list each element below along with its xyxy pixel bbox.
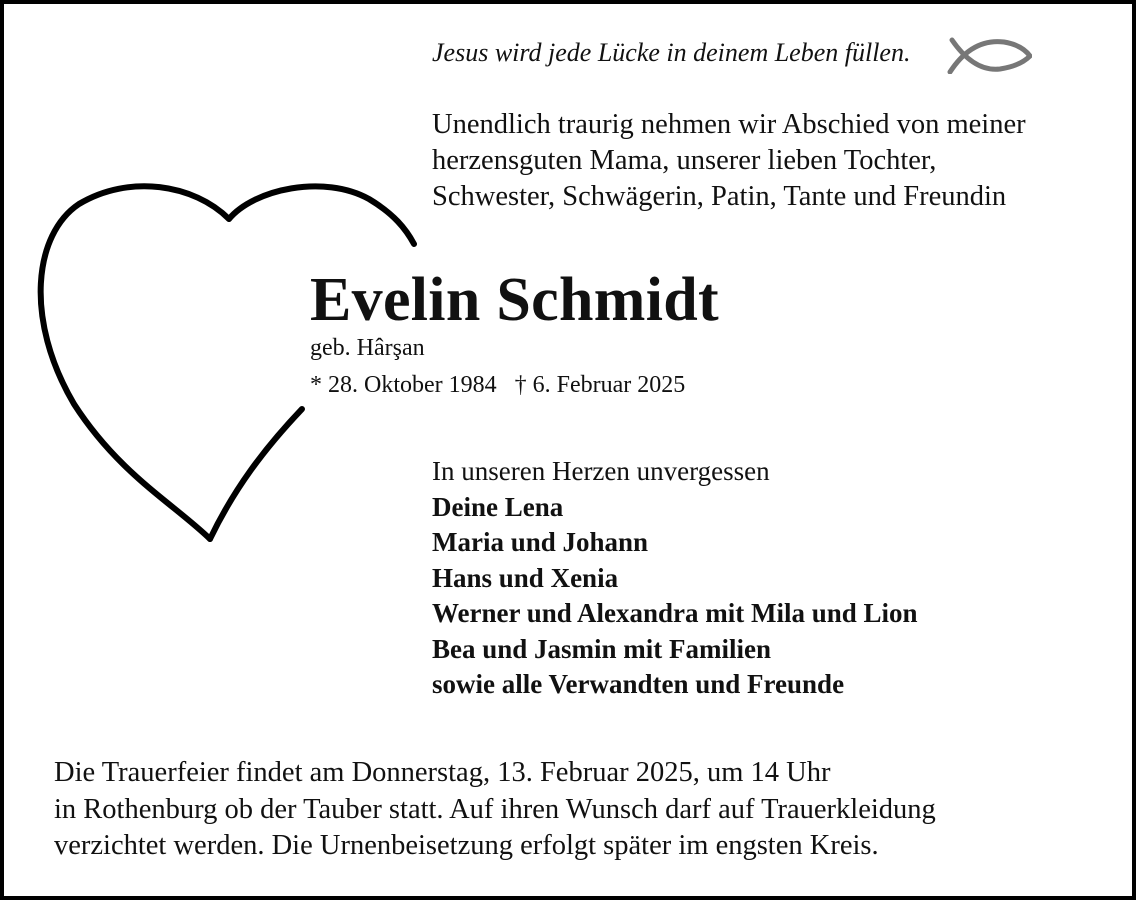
mourner-line: Hans und Xenia — [432, 562, 619, 593]
intro-text — [432, 107, 1092, 215]
mourner-line: Deine Lena — [432, 491, 564, 522]
footer-line: verzichtet werden. Die Urnenbeisetzung erfolgt später im engsten Kreis. — [54, 830, 879, 861]
funeral-details — [54, 755, 936, 865]
footer-line: in Rothenburg ob der Tauber statt. Auf ihren Wunsch darf auf Trauerkleidung — [54, 793, 936, 825]
mourners-block — [432, 454, 918, 703]
maiden-name: geb. Hârşan — [310, 335, 425, 361]
intro-line: Unendlich traurig nehmen wir Abschied von meiner — [432, 109, 1026, 140]
footer-line: Die Trauerfeier findet am Donnerstag, 13. Februar 2025, um 14 Uhr — [54, 757, 831, 788]
mourner-line: sowie alle Verwandten und Freunde — [432, 669, 845, 699]
death-date: † 6. Februar 2025 — [514, 372, 686, 398]
intro-line: herzensguten Mama, unserer lieben Tochter, — [432, 145, 937, 176]
mourner-line: Maria und Johann — [432, 527, 649, 557]
life-dates — [310, 372, 685, 399]
mourner-line: Bea und Jasmin mit Familien — [432, 633, 772, 664]
mourners-intro: In unseren Herzen unvergessen — [432, 456, 770, 486]
ichthys-fish-icon — [946, 36, 1032, 74]
intro-line: Schwester, Schwägerin, Patin, Tante und Freundin — [432, 181, 1007, 212]
birth-date: * 28. Oktober 1984 — [310, 372, 497, 398]
motto: Jesus wird jede Lücke in deinem Leben füllen. — [432, 38, 911, 67]
deceased-name: Evelin Schmidt — [310, 266, 719, 334]
heart-outline-icon — [34, 179, 424, 549]
mourner-line: Werner und Alexandra mit Mila und Lion — [432, 598, 918, 628]
